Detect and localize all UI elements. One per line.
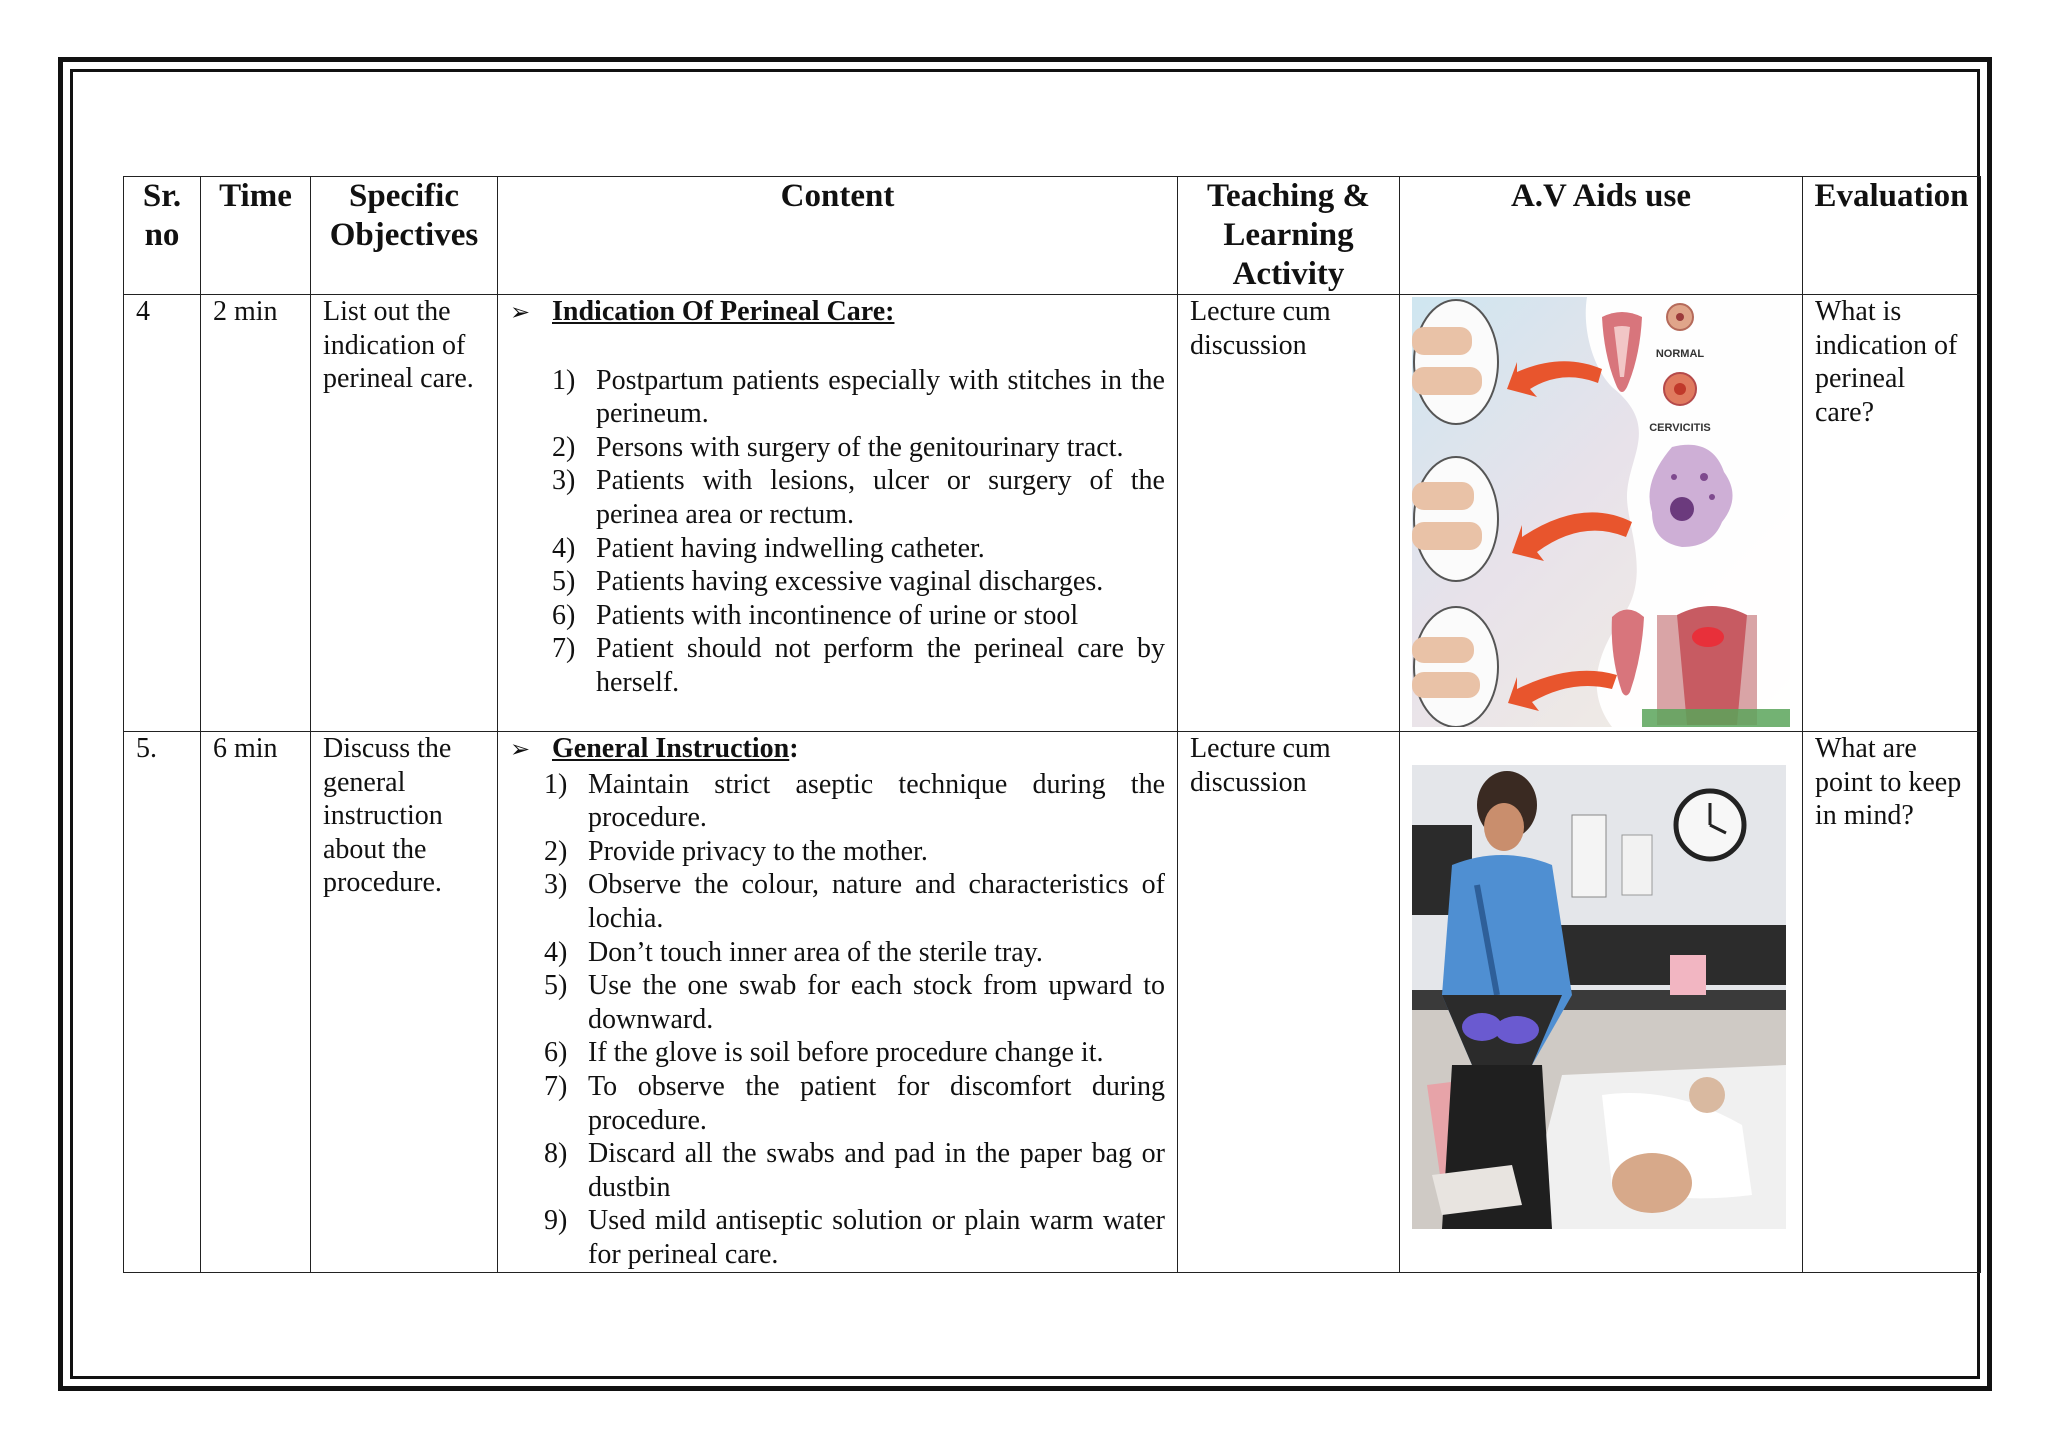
cell-time: 2 min [201, 295, 311, 732]
list-item: 4) Don’t touch inner area of the sterile tray. [544, 936, 1043, 968]
cell-teaching: Lecture cum discussion [1178, 295, 1400, 732]
content-title: General Instruction [552, 733, 790, 764]
cell-sr-no: 4 [124, 295, 201, 732]
content-heading [510, 295, 1165, 331]
arrow-bullet-icon: ➢ [510, 300, 531, 326]
cell-time: 6 min [201, 732, 311, 1273]
arrow-bullet-icon: ➢ [510, 737, 531, 763]
header-objectives: Specific Objectives [311, 177, 498, 295]
list-item: 9) Used mild antiseptic solution or plain warm water for perineal care. [544, 1205, 1165, 1270]
cell-content [498, 295, 1178, 732]
cell-objective: List out the indication of perineal care. [311, 295, 498, 732]
header-av-aids: A.V Aids use [1400, 177, 1803, 295]
list-item: 6) If the glove is soil before procedure change it. [544, 1037, 1104, 1069]
cell-av-aids [1400, 732, 1803, 1273]
cell-teaching: Lecture cum discussion [1178, 732, 1400, 1273]
cell-evaluation: What are point to keep in mind? [1803, 732, 1981, 1273]
list-item: 5) Use the one swab for each stock from upward to downward. [544, 970, 1165, 1035]
label-cervicitis: CERVICITIS [1649, 422, 1711, 434]
list-item: 8) Discard all the swabs and pad in the paper bag or dustbin [544, 1138, 1165, 1203]
header-row [124, 177, 1981, 295]
cell-evaluation: What is indication of perineal care? [1803, 295, 1981, 732]
list-item: 6) Patients with incontinence of urine or stool [552, 599, 1079, 631]
list-item: 7) To observe the patient for discomfort during procedure. [544, 1070, 1165, 1136]
table-row [124, 732, 1981, 1273]
list-item: 2) Persons with surgery of the genitourinary tract. [552, 431, 1124, 463]
cell-content [498, 732, 1178, 1273]
indication-list [510, 364, 1165, 700]
header-evaluation: Evaluation [1803, 177, 1981, 295]
header-sr-no: Sr. no [124, 177, 201, 295]
table-row [124, 295, 1981, 732]
instruction-list [510, 768, 1165, 1272]
lesson-plan-table [123, 176, 1981, 1273]
list-item: 3) Observe the colour, nature and characteristics of lochia. [544, 869, 1165, 934]
content-heading [510, 732, 1165, 768]
list-item: 2) Provide privacy to the mother. [544, 835, 928, 867]
label-normal: NORMAL [1655, 348, 1705, 360]
header-content: Content [498, 177, 1178, 295]
cell-objective: Discuss the general instruction about the procedure. [311, 732, 498, 1273]
content-title-colon: : [789, 733, 799, 764]
perineal-care-photo [1412, 765, 1786, 1229]
list-item: 5) Patients having excessive vaginal discharges. [552, 566, 1104, 598]
content-title: Indication Of Perineal Care: [552, 296, 895, 327]
header-teaching: Teaching & Learning Activity [1178, 177, 1400, 295]
list-item: 3) Patients with lesions, ulcer or surgery of the perinea area or rectum. [552, 465, 1165, 530]
cervicitis-illustration [1412, 297, 1790, 727]
list-item: 7) Patient should not perform the perineal care by herself. [552, 633, 1165, 698]
header-time: Time [201, 177, 311, 295]
list-item: 1) Postpartum patients especially with stitches in the perineum. [552, 364, 1165, 430]
cell-sr-no: 5. [124, 732, 201, 1273]
list-item: 1) Maintain strict aseptic technique during the procedure. [544, 768, 1165, 834]
cell-av-aids [1400, 295, 1803, 732]
list-item: 4) Patient having indwelling catheter. [552, 532, 985, 564]
